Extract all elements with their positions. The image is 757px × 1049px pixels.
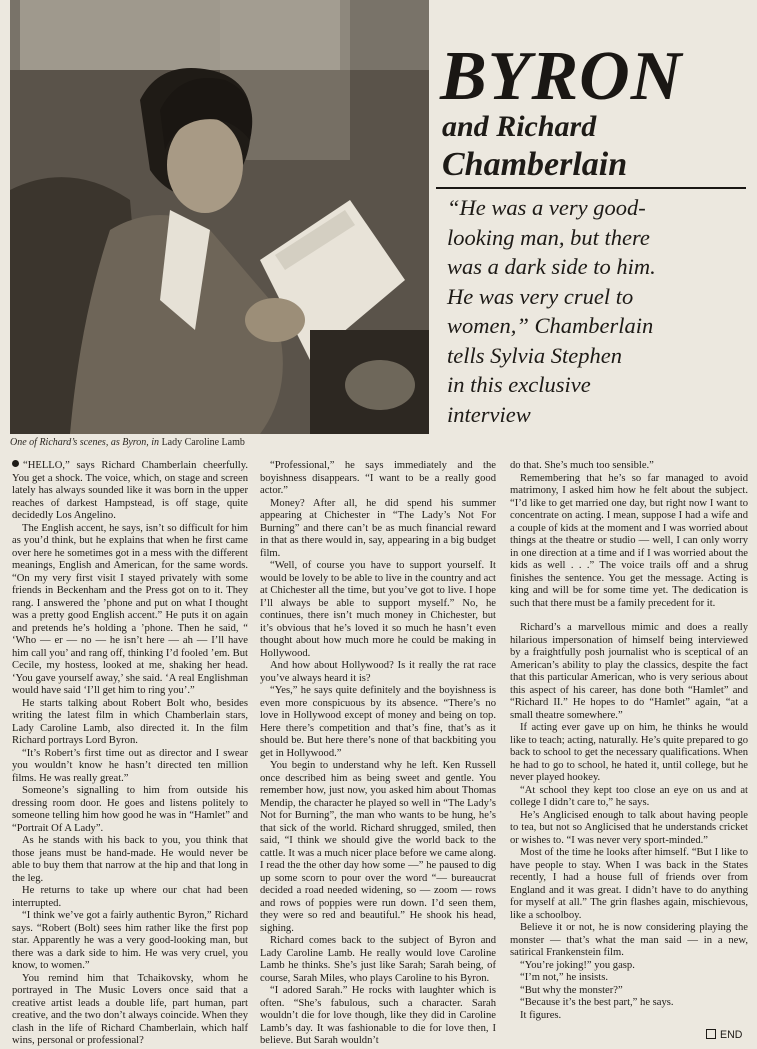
article-paragraph [12,460,248,523]
article-paragraph: Remembering that he’s so far managed to avoid matrimony, I asked him how he felt about the subject. “I’d like to get married one day, but right now I want to concentrate on acting. I mean, suppose I had a wife and a couple of kids at the moment and I was worried about things at the theatre or studio — well, I can only worry in one direction at a time and if I was worried about the kids as well . . .” The voice trails off and a shrug finishes the sentence. You get the message. Acting is king and will be for some time yet. The dedication is such that there must be a family precedent for it. [510,472,748,609]
headline-richard [442,110,596,144]
headline-chamberlain: Chamberlain [442,146,628,183]
article-paragraph: He starts talking about Robert Bolt who, besides writing the latest film in which Chamberlain stars, Lady Caroline Lamb, also directed it. In the film Richard portrays Lord Byron. [12,697,248,746]
article-paragraph: “Well, of course you have to support yourself. It would be lovely to be able to live in the country and act at Chichester all the time, but you’ve got to live. I hope I’ll always be able to support myself.” No, he continues, there isn’t much money in Chichester, but it’s obvious that he’s loved it so much he hasn’t even thought about how much more he could be making in Hollywood. [260,560,496,659]
article-paragraph: As he stands with his back to you, you think that those jeans must be hand-made. He would never be able to buy them that narrow at the hip and that long in the leg. [12,835,248,884]
article-paragraph: You begin to understand why he left. Ken Russell once described him as being sweet and gentle. You remember how, just now, you asked him about Thomas Mendip, the character he played so well in “The Lady’s Not for Burning”, the man who wants to be hung, he’s that sick of the world. Richard shrugged, smiled, then said, “I think we should give the world back to the cattle. It was a much nicer place before we came along. I read the the other day how some —” he paused to dig up some scorn to pour over the word “— bureaucrat decided a road needed widening, so — zoom — rows and rows of poppies were run down. I’d seen them, they were so red and beautiful.” He shook his head, sighing. [260,760,496,934]
article-paragraph: “I think we’ve got a fairly authentic Byron,” Richard says. “Robert (Bolt) sees him rather like the first pop star. Apparently he was a very good-looking man, but there was a dark side to him. He was very cruel, you know, to women.” [12,910,248,971]
article-paragraph: “At school they kept too close an eye on us and at college I didn’t care to,” he says. [510,784,748,808]
bullet-icon [12,460,19,467]
caption-film-title: Lady Caroline Lamb [161,437,245,448]
article-paragraph: “You’re joking!” you gasp. [520,959,635,971]
article-paragraph: It figures. [520,1009,562,1021]
article-paragraph: “It’s Robert’s first time out as director and I swear you wouldn’t know he hasn’t directed ten million films. He was really great.” [12,747,248,784]
article-paragraph: do that. She’s much too sensible.” [510,460,654,471]
end-marker [706,1029,742,1041]
standfirst-line: in this exclusive [447,372,591,397]
headline-and: and [442,110,489,143]
article-paragraph: “Yes,” he says quite definitely and the boyishness is even more conspicuous by its absence. “There’s no love in Hollywood except of money and being on top. Here there’s competition and that’s fine, that’s as it should be. But here there’s none of that backbiting you get in Hollywood.” [260,685,496,759]
headline-rule [436,187,746,189]
article-paragraph: “I adored Sarah.” He rocks with laughter which is often. “She’s fabulous, such a character. Sarah wouldn’t die for love though, like they did in Caroline Lamb’s day. It was fashionable to die for love then, I believe. But Sarah wouldn’t [260,985,496,1046]
article-paragraph: The English accent, he says, isn’t so difficult for him as you’d think, but he explains that when he first came over here he sometimes got in a mess with the different meanings, English and American, for the same words. “On my very first visit I stayed privately with some friends in Beckenham and the Press got on to it. They rang. I answered the ’phone and put on what I thought was a pretty good English accent.” He puts it on again and pretends he’s holding a ’phone. Then he said, “ ‘Who — er — no — he isn’t here — ah — I’ll have him call you’ and rang off, thinking I’d fooled ’em. But Cecile, my hostess, looked at me, shaking her head. ‘You gave yourself away,’ she said. ‘A real Englishman would have said ‘I’ll get him to ring you’.” [12,522,248,696]
byron-photo [10,0,429,434]
photo-caption [10,437,430,448]
end-box-icon [706,1029,716,1039]
article-paragraph: “But why the monster?” [520,984,623,996]
article-paragraph: And how about Hollywood? Is it really the rat race you’ve always heard it is? [260,660,496,684]
article-column-1 [12,460,248,1048]
standfirst-line: women,” Chamberlain [447,313,654,338]
caption-text: One of Richard’s scenes, as Byron, in [10,437,160,448]
standfirst-line: was a dark side to him. [447,254,656,279]
standfirst-line: “He was a very good- [447,195,646,220]
article-column-3 [510,460,748,1022]
article-column-2 [260,460,496,1048]
article-paragraph: Richard’s a marvellous mimic and does a really hilarious impersonation of himself being interviewed by a fraightfully posh journalist who is sceptical of an American’s ability to play the classics, despite the fact that this particular American, who is very serious about this aspect of his career, has done both “Hamlet” and “Richard II.” He hopes to do “Hamlet” again, “at a small theatre somewhere.” [510,622,748,721]
article-paragraph: Someone’s signalling to him from outside his dressing room door. He goes and listens politely to someone telling him how good he was in “Hamlet” and “Portrait Of A Lady”. [12,785,248,834]
standfirst-line: interview [447,401,531,427]
headline-byron: BYRON [440,38,683,115]
article-paragraph: You remind him that Tchaikovsky, whom he portrayed in The Music Lovers once said that a creative artist leads a double life, part human, part creative, and the two don’t always coincide. When they clash in the life of Richard Chamberlain, which half wins, personal or professional? [12,972,248,1046]
standfirst-line: tells Sylvia Stephen [447,342,622,368]
article-paragraph: Most of the time he looks after himself. “But I like to have people to stay. When I was back in the States recently, I had a house full of friends over from England and it was great. I didn’t have to do anything for myself at all.” The grin flashes again, mischievous, like a schoolboy. [510,847,748,921]
standfirst-line: He was very cruel to [447,283,634,309]
headline-richard-text: Richard [496,110,597,143]
end-label: END [720,1029,743,1041]
article-paragraph: Believe it or not, he is now considering playing the monster — that’s what the man said — in a new, satirical Frankenstein film. [510,922,748,958]
article-paragraph: “Professional,” he says immediately and the boyishness disappears. “I want to be a really good actor.” [260,460,496,496]
article-paragraph: Money? After all, he did spend his summer appearing at Chichester in “The Lady’s Not For Burning” and there can’t be as much financial reward in that as there would in, say, appearing in a big budget film. [260,497,496,559]
article-paragraph: “Because it’s the best part,” he says. [520,997,674,1008]
standfirst-line: looking man, but there [447,224,650,250]
article-paragraph: He returns to take up where our chat had been interrupted. [12,885,248,909]
article-paragraph: Richard comes back to the subject of Byron and Lady Caroline Lamb. He really would love Caroline Lamb he thinks. She’s just like Sarah; Sarah being, of course, Sarah Miles, who plays Caroline to his Byron. [260,935,496,984]
photo-illustration [10,0,429,434]
standfirst [447,193,747,429]
article-paragraph: “I’m not,” he insists. [520,972,608,983]
article-paragraph: If acting ever gave up on him, he thinks he would like to teach; acting, naturally. He’s quite prepared to go back to school to get the necessary qualifications. When he had to go to school, he hated it, until college, but he never played hookey. [510,722,748,783]
article-paragraph-text: “HELLO,” says Richard Chamberlain cheerfully. You get a shock. The voice, which, on stage and screen lately has always sounded like it was born in the upper reaches of darkest Hampstead, is off stage, quite decidedly Los Angelino. [12,460,248,521]
article-paragraph: He’s Anglicised enough to talk about having people to tea, but not so Anglicised that he understands cricket or wishes to. “I was never very sport-minded.” [510,809,748,846]
